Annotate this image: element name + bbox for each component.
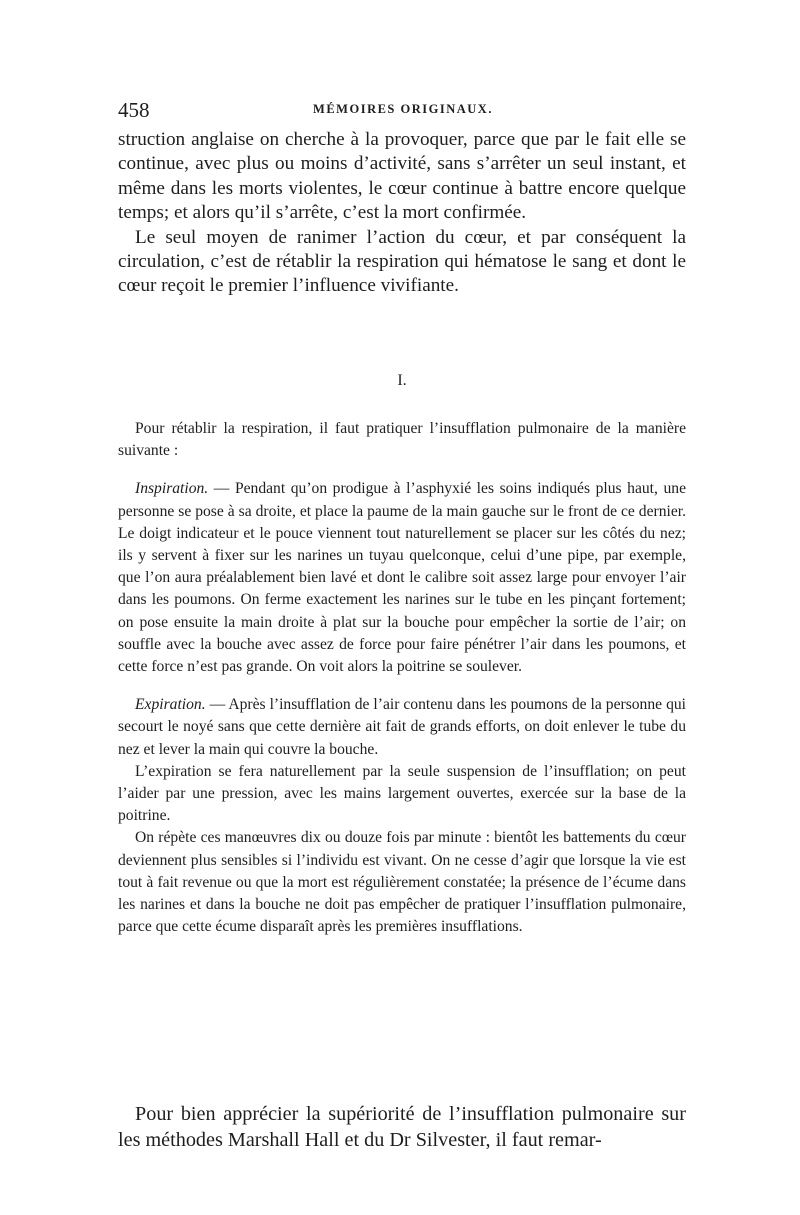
page-number: 458 xyxy=(118,98,150,122)
paragraph-inspiration xyxy=(118,478,686,678)
procedure-text xyxy=(118,418,686,938)
expiration-text: — Après l’insufflation de l’air contenu dans les poumons de la personne qui secourt le noyé sans que cette dernière ait fait de grands efforts, on doit enlever le tube du nez et lever la main qui couvre la bouche. xyxy=(118,696,686,758)
inspiration-label: Inspiration. xyxy=(135,480,209,498)
paragraph-expiration xyxy=(118,694,686,761)
closing-text xyxy=(118,1102,686,1153)
section-number: I. xyxy=(397,372,407,389)
upper-text xyxy=(118,128,686,299)
paragraph-continued: struction anglaise on cherche à la provoquer, parce que par le fait elle se continue, avec plus ou moins d’activité, sans s’arrêter un seul instant, et même dans les morts violentes, le cœur continue à battre encore quelque temps; et alors qu’il s’arrête, c’est la mort confirmée. xyxy=(118,129,686,224)
paragraph-circulation: Le seul moyen de ranimer l’action du cœur, et par conséquent la circulation, c’est de rétablir la respiration qui hématose le sang et dont le cœur reçoit le premier l’influence vivifiante. xyxy=(118,226,686,297)
page-header xyxy=(118,98,688,124)
paragraph-expiration-natural: L’expiration se fera naturellement par la seule suspension de l’insufflation; on peut l’aider par une pression, avec les mains largement ouvertes, exercée sur la base de la poitrine. xyxy=(118,762,686,825)
running-title: MÉMOIRES ORIGINAUX. xyxy=(313,102,493,116)
expiration-label: Expiration. xyxy=(135,696,206,714)
paragraph-repetition: On répète ces manœuvres dix ou douze fois par minute : bientôt les battements du cœur deviennent plus sensibles si l’individu est vivant. On ne cesse d’agir que lorsque la vie est tout à fait revenue ou que la mort est régulièrement constatée; la présence de l’écume dans les narines et dans la bouche ne doit pas empêcher de pratiquer l’insufflation pulmonaire, parce que cette écume disparaît après les premières insufflations. xyxy=(118,829,686,936)
inspiration-text: — Pendant qu’on prodigue à l’asphyxié les soins indiqués plus haut, une personne se pose à sa droite, et place la paume de la main gauche sur le front de ce dernier. Le doigt indicateur et le pouce viennent tout naturellement se placer sur les côtés du nez; ils y servent à fixer sur les narines un tuyau quelconque, celui d’une pipe, par exemple, que l’on aura préalablement bien lavé et dont le calibre soit assez large pour envoyer l’air dans les poumons. On ferme exactement les narines sur le tube en les pinçant fortement; on pose ensuite la main droite à plat sur la bouche pour empêcher la sortie de l’air; on souffle avec la bouche avec assez de force pour faire pénétrer l’air dans les poumons, et cette force n’est pas grande. On voit alors la poitrine se soulever. xyxy=(118,480,686,676)
paragraph-comparison: Pour bien apprécier la supériorité de l’insufflation pulmonaire sur les méthodes Marshall Hall et du Dr Silvester, il faut remar- xyxy=(118,1103,686,1151)
paragraph-insufflation-intro: Pour rétablir la respiration, il faut pratiquer l’insufflation pulmonaire de la manière suivante : xyxy=(118,420,686,460)
